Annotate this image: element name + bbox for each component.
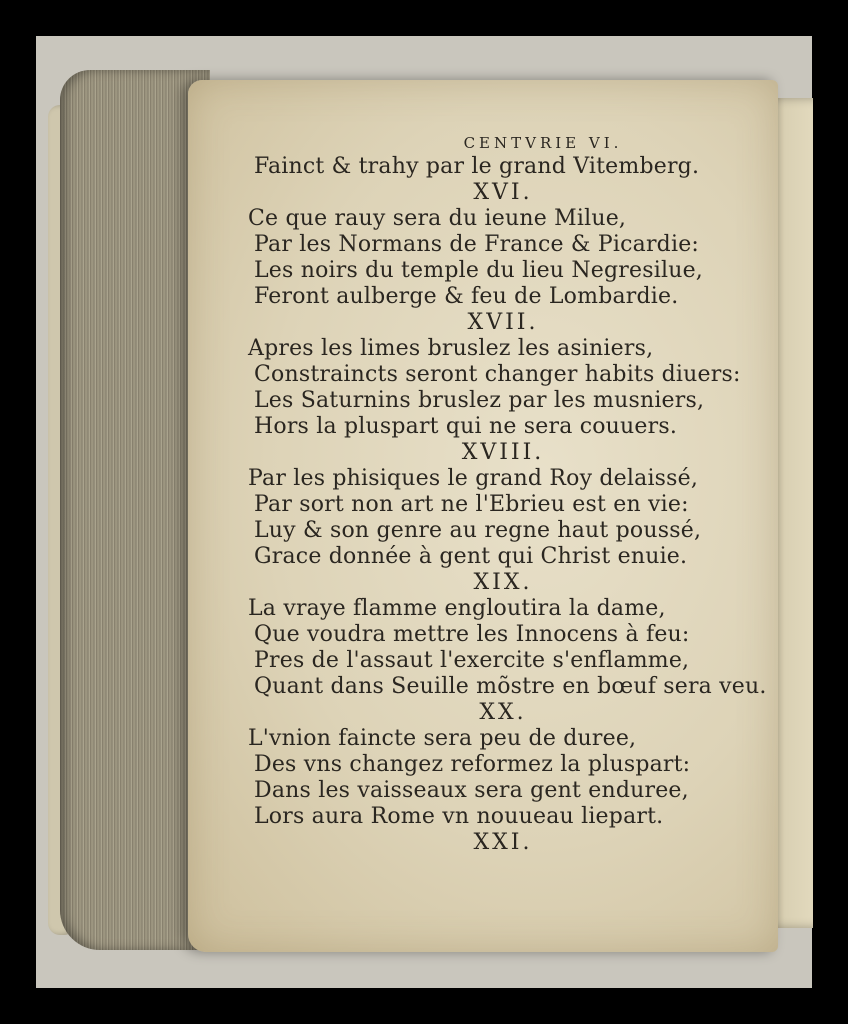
quatrain-numeral: XVIII.: [461, 440, 545, 465]
verse-line: Fainct & trahy par le grand Vitemberg.: [254, 154, 700, 179]
quatrain-numeral: XX.: [479, 700, 527, 725]
verse-line: Lors aura Rome vn nouueau liepart.: [254, 804, 664, 829]
verse-line: Constraincts seront changer habits diuers:: [254, 362, 741, 387]
verse-line: Par les Normans de France & Picardie:: [254, 232, 700, 257]
verse-line: Quant dans Seuille mõstre en bœuf sera veu.: [254, 674, 767, 699]
running-header: CENTVRIE VI.: [463, 134, 623, 152]
verse-line: Que voudra mettre les Innocens à feu:: [254, 622, 690, 647]
verse-line: L'vnion faincte sera peu de duree,: [248, 726, 637, 751]
verse-line: Feront aulberge & feu de Lombardie.: [254, 284, 679, 309]
verse-line: La vraye flamme engloutira la dame,: [248, 596, 666, 621]
quatrain-numeral: XXI.: [473, 830, 533, 855]
quatrain-numeral: XVI.: [473, 180, 533, 205]
verse-line: Par sort non art ne l'Ebrieu est en vie:: [254, 492, 689, 517]
verse-line: Les Saturnins bruslez par les musniers,: [254, 388, 705, 413]
verse-line: Des vns changez reformez la pluspart:: [254, 752, 691, 777]
verse-line: Les noirs du temple du lieu Negresilue,: [254, 258, 703, 283]
quatrain-numeral: XVII.: [467, 310, 539, 335]
verse-line: Grace donnée à gent qui Christ enuie.: [254, 544, 688, 569]
verse-line: Dans les vaisseaux sera gent enduree,: [254, 778, 689, 803]
verse-line: Luy & son genre au regne haut poussé,: [254, 518, 702, 543]
verse-line: Hors la pluspart qui ne sera couuers.: [254, 414, 678, 439]
verse-line: Ce que rauy sera du ieune Milue,: [248, 206, 627, 231]
verse-line: Pres de l'assaut l'exercite s'enflamme,: [254, 648, 690, 673]
page-text: [188, 132, 778, 856]
verse-line: Par les phisiques le grand Roy delaissé,: [248, 466, 699, 491]
verse-line: Apres les limes bruslez les asiniers,: [248, 336, 654, 361]
book-page: [188, 80, 778, 952]
quatrain-numeral: XIX.: [473, 570, 533, 595]
